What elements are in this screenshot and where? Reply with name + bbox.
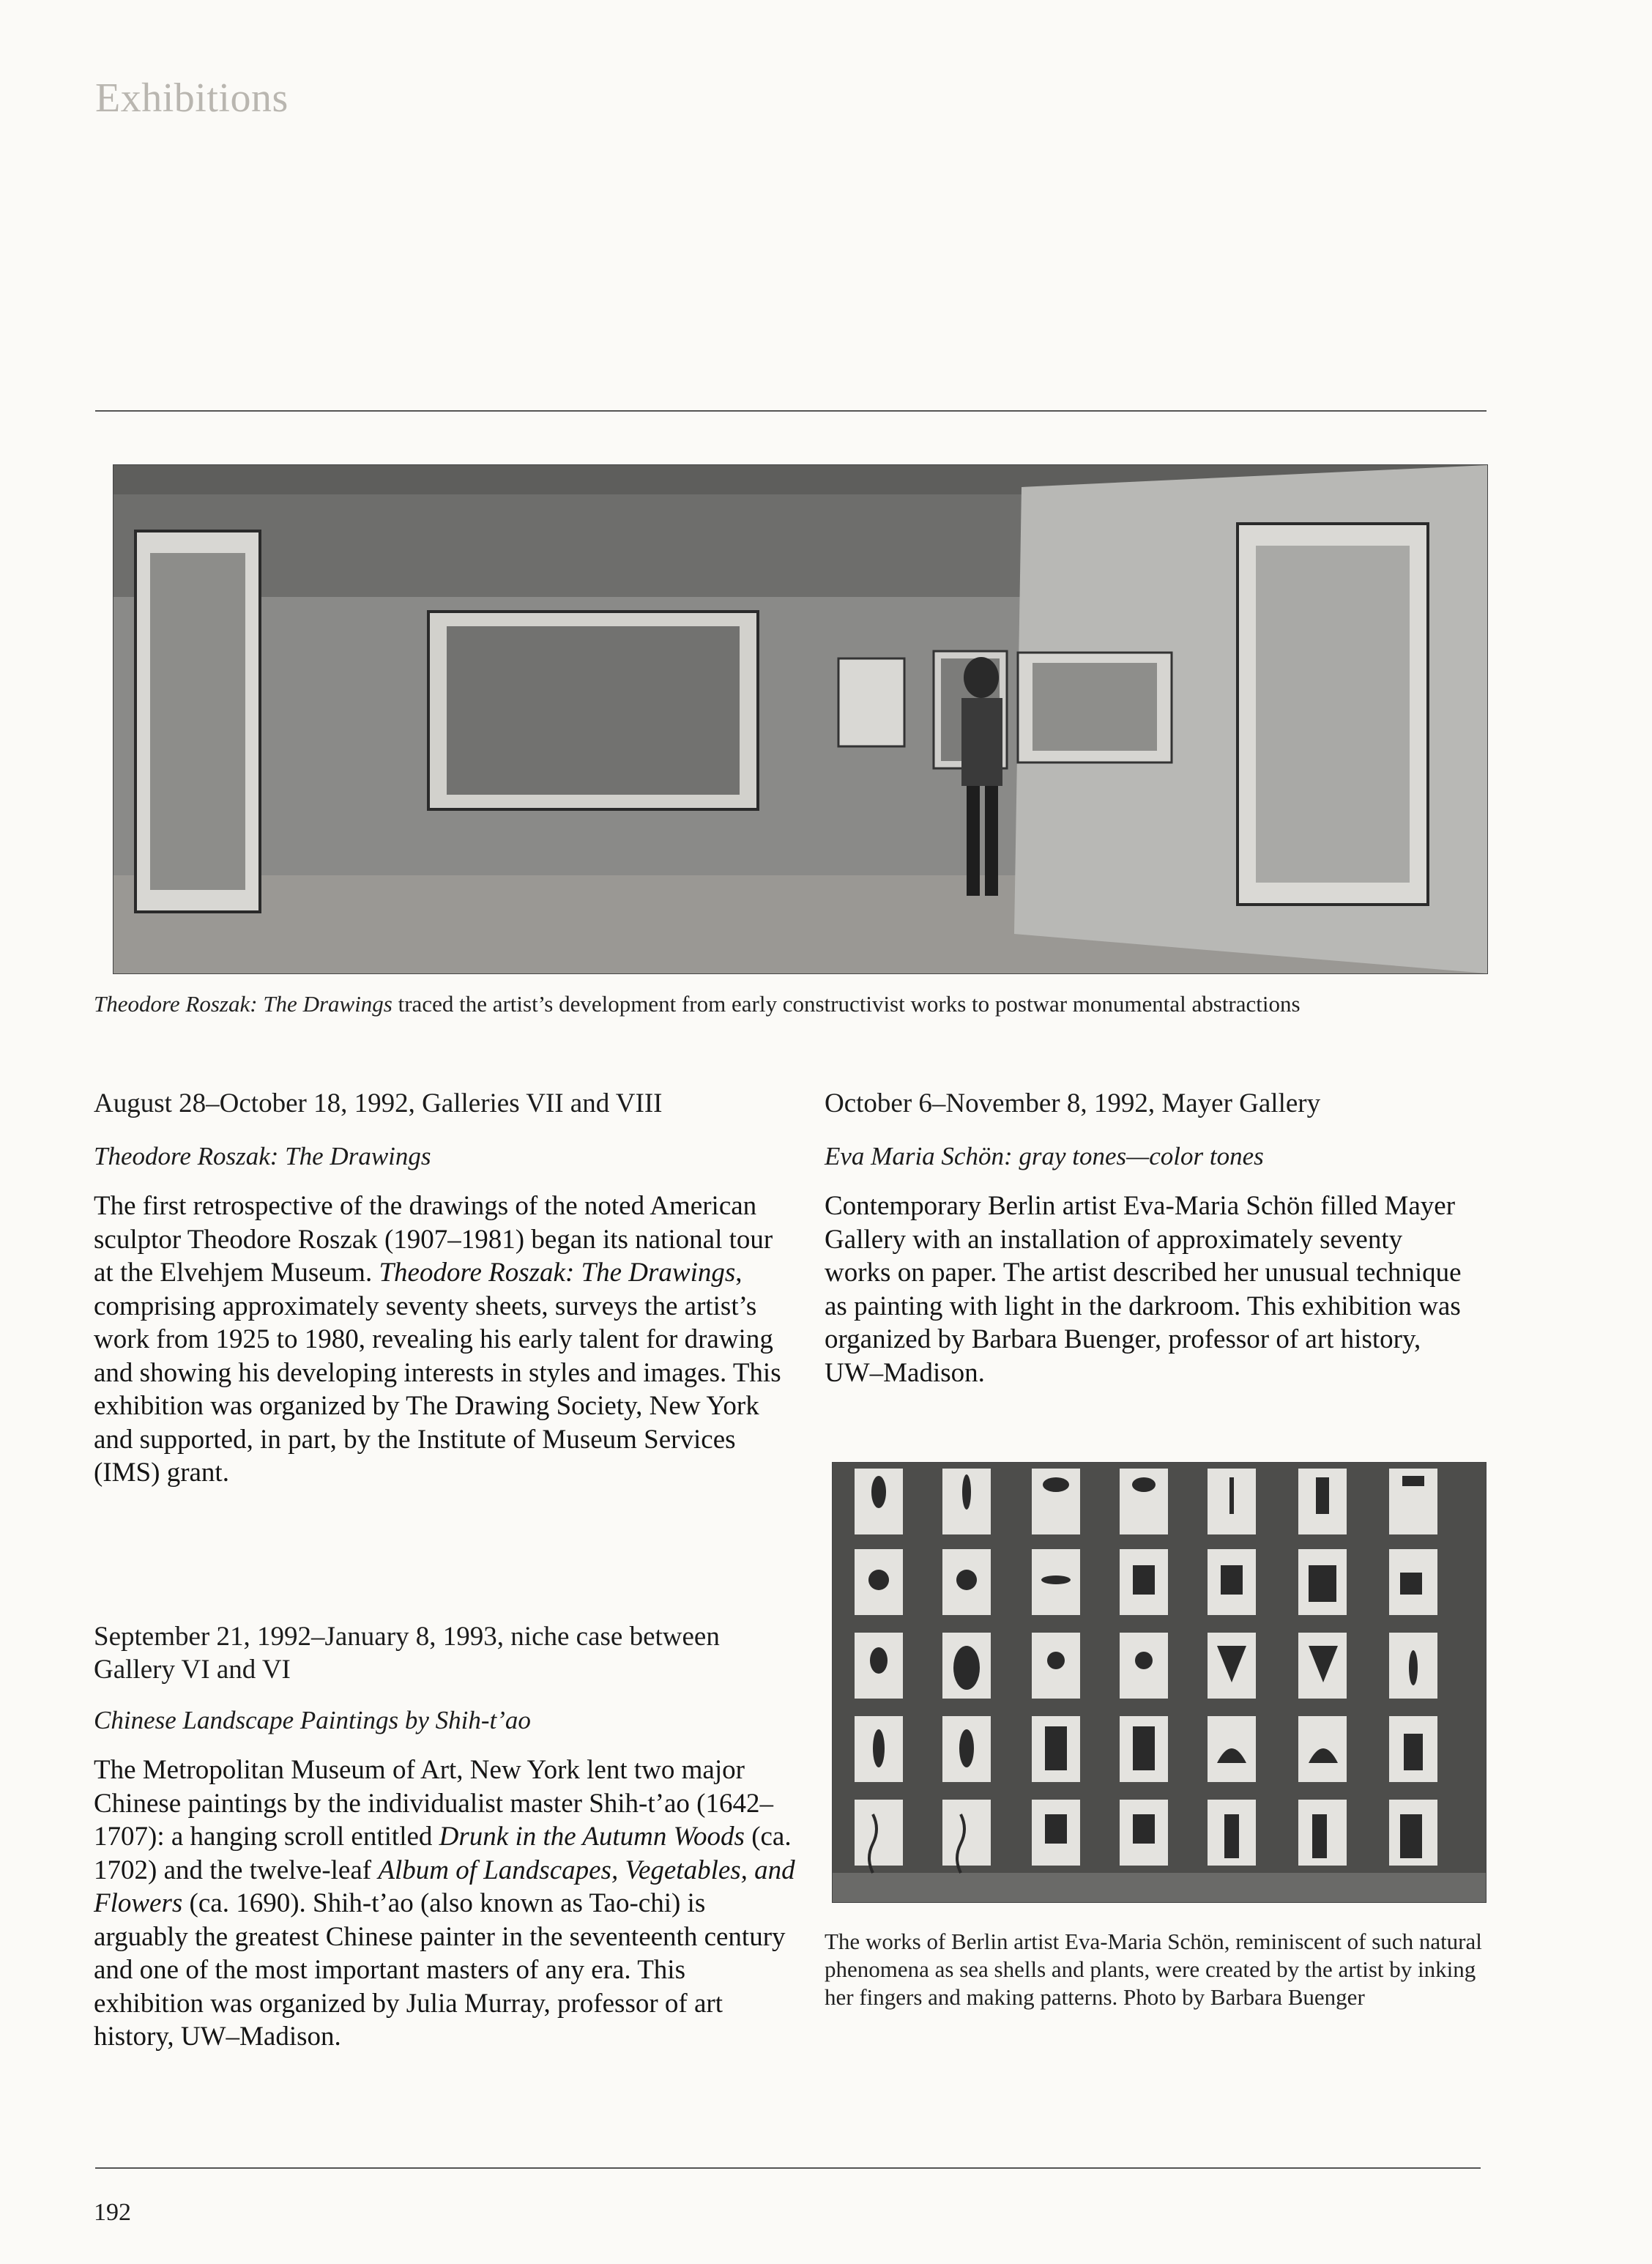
- ex1-title: Theodore Roszak: The Drawings: [94, 1142, 431, 1170]
- bottom-rule: [95, 2167, 1481, 2169]
- ex3-title: Eva Maria Schön: gray tones—color tones: [825, 1142, 1264, 1170]
- ex3-description: Contemporary Berlin artist Eva-Maria Schön filled Mayer Gallery with an installation of approximately seventy works on paper. The artist described her unusual technique as painting with light in the darkroom. This exhibition was organized by Barbara Buenger, professor of art history, UW–Madison.: [825, 1191, 1462, 1388]
- ex2-text-2: (ca. 1702) and the twelve-leaf: [94, 1822, 792, 1885]
- installation-photo-caption: The works of Berlin artist Eva-Maria Schön, reminiscent of such natural phenomena as sea shells and plants, were created by the artist by inking her fingers and making patterns. Photo by Barbara Buenger: [825, 1929, 1482, 2010]
- caption-exhibition-title: Theodore Roszak: The Drawings: [94, 991, 392, 1017]
- gallery-photo-caption: [94, 990, 1485, 1018]
- ex3-dates: October 6–November 8, 1992, Mayer Gallery: [825, 1088, 1321, 1118]
- ex2-dates: September 21, 1992–January 8, 1993, niche case between Gallery VI and VI: [94, 1622, 720, 1685]
- ex1-dates: August 28–October 18, 1992, Galleries VII and VIII: [94, 1088, 663, 1118]
- caption-text: traced the artist’s development from early constructivist works to postwar monumental abstractions: [392, 991, 1301, 1017]
- ex1-description: [94, 1189, 797, 1490]
- ex1-text-1: The first retrospective of the drawings of the noted American sculptor Theodore Roszak (1907–1981) began its national tour at the Elvehjem Museum.: [94, 1191, 773, 1288]
- ex1-text-title: Theodore Roszak: The Drawings: [379, 1258, 736, 1288]
- installation-photo: [832, 1462, 1487, 1903]
- ex2-description: [94, 1753, 797, 2054]
- ex2-text-title-1: Drunk in the Autumn Woods: [439, 1822, 745, 1852]
- ex2-title: Chinese Landscape Paintings by Shih-t’ao: [94, 1706, 531, 1734]
- section-title: Exhibitions: [95, 75, 289, 121]
- ex2-text-1: The Metropolitan Museum of Art, New York lent two major Chinese paintings by the individualist master Shih-t’ao (1642–1707): a hanging scroll entitled: [94, 1755, 773, 1852]
- ex2-text-3: (ca. 1690). Shih-t’ao (also known as Tao-chi) is arguably the greatest Chinese painter in the seventeenth century and one of the most important masters of any era. This exhibition was organized by Julia Murray, professor of art history, UW–Madison.: [94, 1888, 786, 2052]
- ex2-text-title-2: Album of Landscapes, Vegetables, and Flowers: [94, 1855, 795, 1918]
- page-number: 192: [94, 2199, 131, 2226]
- gallery-photo: [113, 464, 1488, 974]
- top-rule: [95, 410, 1487, 412]
- ex1-text-2: , comprising approximately seventy sheets, surveys the artist’s work from 1925 to 1980, revealing his early talent for drawing and showing his developing interests in styles and images. This exhibition was organized by The Drawing Society, New York and supported, in part, by the Institute of Museum Services (IMS) grant.: [94, 1258, 781, 1488]
